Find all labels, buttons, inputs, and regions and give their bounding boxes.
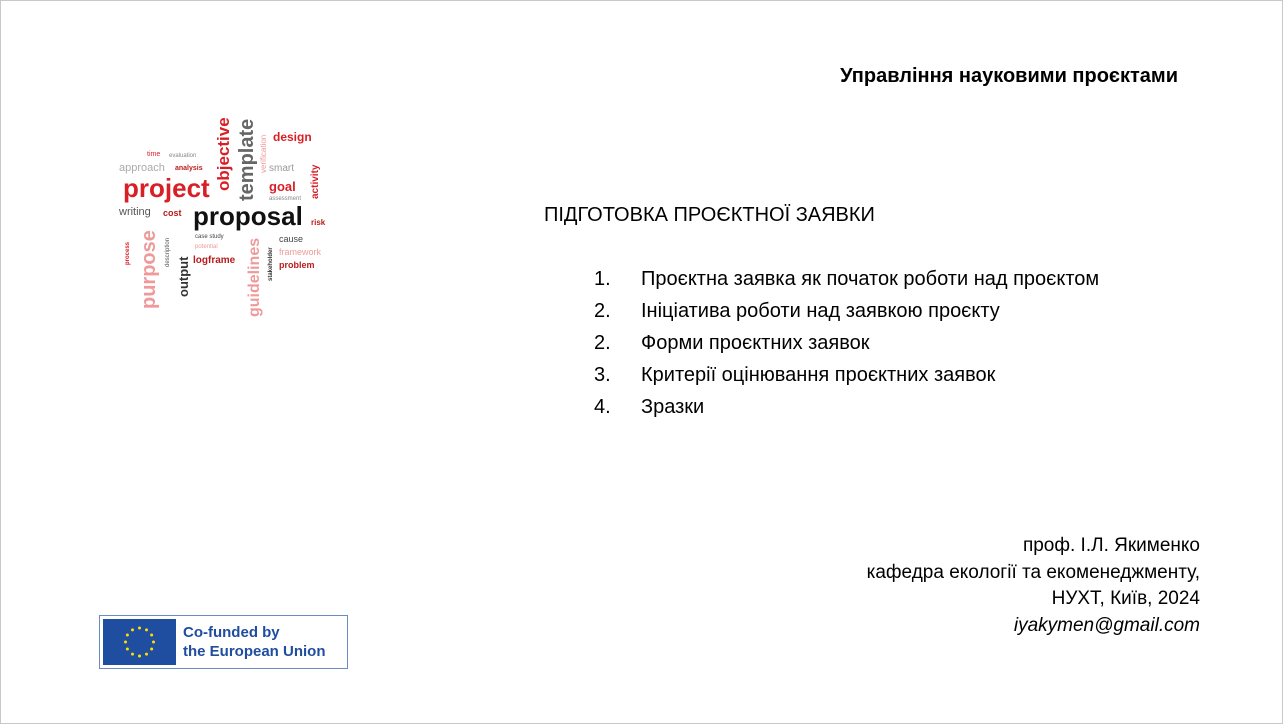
cloud-word: analysis xyxy=(175,165,203,172)
eu-star xyxy=(124,641,127,644)
item-text: Зразки xyxy=(641,396,705,418)
eu-cofunded-logo xyxy=(99,615,348,669)
cloud-word: assessment xyxy=(269,196,302,202)
author-email: iyakymen@gmail.com xyxy=(1013,614,1200,636)
cloud-word: evaluation xyxy=(169,153,197,159)
list-item xyxy=(594,394,1099,426)
eu-star xyxy=(150,634,153,637)
slide-title: Управління науковими проєктами xyxy=(840,65,1178,87)
author-block xyxy=(867,533,1200,639)
cloud-word: case study xyxy=(195,234,224,240)
cloud-word: proposal xyxy=(193,201,303,231)
item-text: Критерії оцінювання проєктних заявок xyxy=(641,364,996,386)
author-name: проф. І.Л. Якименко xyxy=(1022,535,1200,556)
eu-star xyxy=(131,628,134,631)
item-text: Ініціатива роботи над заявкою проєкту xyxy=(641,300,1000,322)
cloud-word: process xyxy=(125,241,131,265)
cloud-word: problem xyxy=(279,260,315,270)
cloud-word: logframe xyxy=(193,255,236,266)
cloud-word: template xyxy=(236,118,258,201)
item-number: 1. xyxy=(594,268,611,290)
cloud-word: design xyxy=(273,130,312,144)
eu-star xyxy=(126,634,129,637)
item-number: 4. xyxy=(594,396,611,418)
eu-star xyxy=(138,627,141,630)
eu-star xyxy=(145,628,148,631)
list-item xyxy=(594,298,1099,330)
list-item xyxy=(594,330,1099,362)
cloud-word: framework xyxy=(279,247,322,257)
eu-star xyxy=(152,641,155,644)
author-place: НУХТ, Київ, 2024 xyxy=(1051,588,1200,609)
cloud-word: verification xyxy=(259,134,268,173)
item-text: Проєктна заявка як початок роботи над проєктом xyxy=(641,268,1100,290)
cloud-word: output xyxy=(176,256,191,297)
cloud-word: potential xyxy=(195,244,218,250)
author-department: кафедра екології та екоменеджменту, xyxy=(866,561,1200,583)
list-item xyxy=(594,266,1099,298)
cloud-word: objective xyxy=(214,117,233,191)
cloud-word: description xyxy=(165,237,171,267)
list-item xyxy=(594,362,1099,394)
section-heading: ПІДГОТОВКА ПРОЄКТНОЇ ЗАЯВКИ xyxy=(544,204,875,226)
eu-flag-icon xyxy=(103,619,176,665)
topics-list xyxy=(594,266,1099,426)
eu-star xyxy=(126,648,129,651)
cloud-word: time xyxy=(147,151,161,158)
cloud-word: approach xyxy=(119,162,165,174)
eu-star xyxy=(138,655,141,658)
cloud-word: writing xyxy=(119,206,151,218)
eu-star xyxy=(131,653,134,656)
item-number: 2. xyxy=(594,300,611,322)
eu-star xyxy=(145,653,148,656)
cloud-word: cause xyxy=(279,234,304,244)
item-text: Форми проєктних заявок xyxy=(641,332,870,354)
cloud-word: project xyxy=(123,173,210,203)
cloud-word: guidelines xyxy=(246,237,263,317)
eu-star xyxy=(150,648,153,651)
cloud-word: goal xyxy=(269,179,296,194)
cloud-word: stakeholder xyxy=(268,247,274,281)
cloud-word: cost xyxy=(163,208,182,218)
cloud-word: purpose xyxy=(138,230,160,309)
cloud-word: risk xyxy=(311,218,326,227)
cloud-word: activity xyxy=(310,164,321,199)
eu-logo-text xyxy=(183,623,326,661)
cloud-word: smart xyxy=(269,163,294,174)
eu-logo-line1: Co-funded by xyxy=(183,624,280,641)
word-cloud-image xyxy=(119,113,334,317)
item-number: 2. xyxy=(594,332,611,354)
item-number: 3. xyxy=(594,364,611,386)
eu-logo-line2: the European Union xyxy=(183,643,326,660)
